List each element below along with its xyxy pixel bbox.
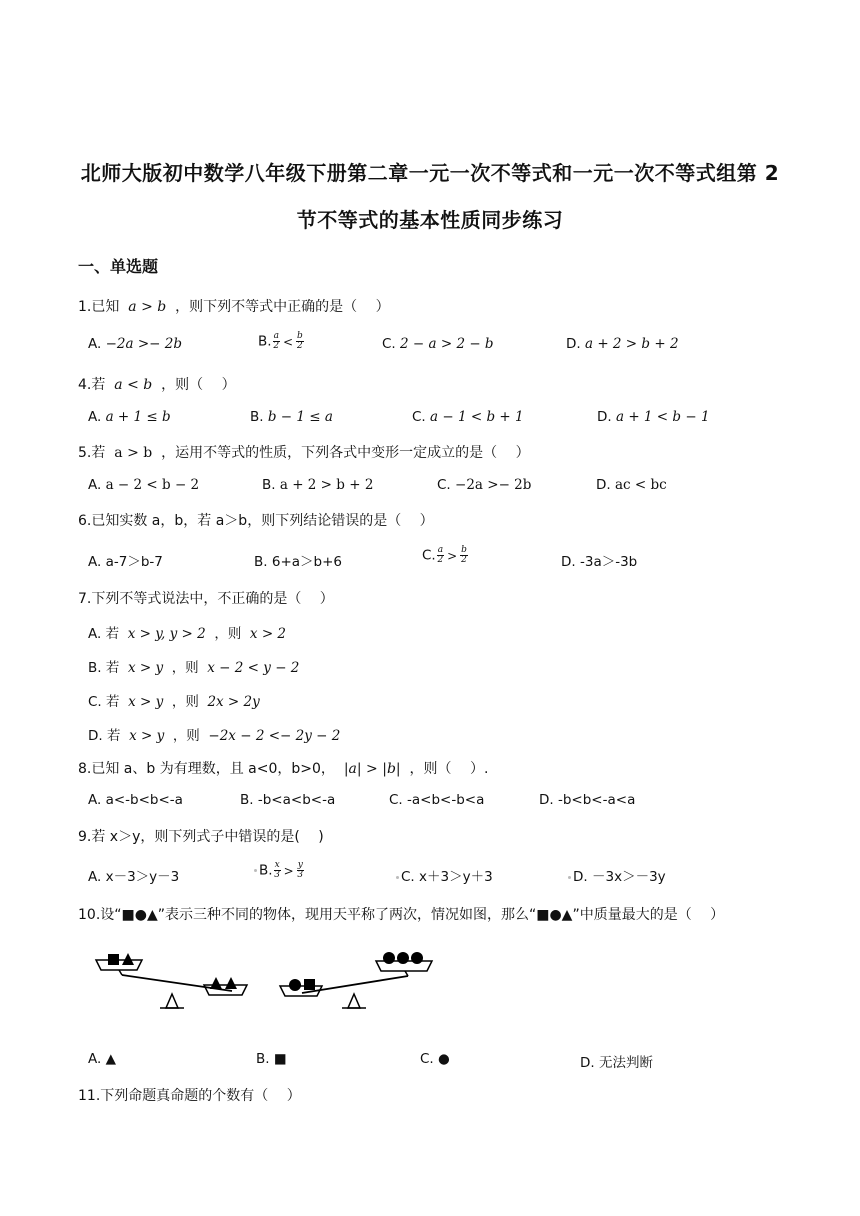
option-8b: B. -b<a<b<-a [240,792,336,808]
question-8: 8.已知 a、b 为有理数，且 a<0，b>0， |a| > |b| ，则（ ）. [78,761,489,777]
option-9b: B. $\frac{x}{3}$ > $\frac{y}{3}$ [254,861,305,880]
fulcrum [166,994,178,1008]
option-8a: A. a<-b<b<-a [88,792,183,808]
question-1 [78,296,390,316]
question-text: 1.已知 [78,299,120,315]
triangle-shape [210,977,222,989]
option-7d: D. 若 x > y ，则 −2x − 2 <− 2y − 2 [88,728,341,744]
triangle-shape [122,953,134,965]
option-6b: B. 6+a＞b+6 [254,554,343,570]
option-4c: C. a − 1 < b + 1 [412,409,524,425]
section-heading: 一、单选题 [78,257,159,276]
option-8c: C. -a<b<-b<a [389,792,485,808]
option-1c: C. 2 − a > 2 − b [382,336,494,352]
option-10d: D. 无法判断 [580,1055,653,1071]
option-10c: C. ● [420,1051,450,1067]
square-shape [304,979,315,990]
option-1a: A. −2a >− 2b [88,336,182,352]
question-math: a > b [128,299,167,315]
square-shape [108,954,119,965]
circle-shape [383,952,395,964]
fulcrum [348,994,360,1008]
option-6c: C. $\frac{a}{2}$ > $\frac{b}{2}$ [422,545,467,565]
bullet-dot [254,869,257,872]
option-10a: A. ▲ [88,1051,116,1067]
option-5d: D. ac < bc [596,477,667,493]
option-4d: D. a + 1 < b − 1 [597,409,710,425]
question-11: 11.下列命题真命题的个数有（ ） [78,1088,301,1104]
question-text: ，则下列不等式中正确的是（ ） [175,299,390,315]
question-4: 4.若 a < b ，则（ ） [78,377,236,393]
circle-shape [289,979,301,991]
option-9a: A. x－3＞y－3 [88,869,180,885]
option-1b: B. $\frac{a}{2}$ < $\frac{b}{2}$ [258,331,303,351]
option-9c: C. x＋3＞y＋3 [396,865,493,885]
balance-scales-figure [92,942,452,1014]
option-6d: D. -3a＞-3b [561,554,638,570]
option-4b: B. b − 1 ≤ a [250,409,333,425]
option-10b: B. ■ [256,1051,287,1067]
triangle-shape [225,977,237,989]
question-6: 6.已知实数 a，b，若 a＞b，则下列结论错误的是（ ） [78,513,434,529]
question-9: 9.若 x＞y，则下列式子中错误的是( ) [78,829,324,845]
left-balance [96,953,247,1008]
option-5a: A. a − 2 < b − 2 [88,477,200,493]
option-7b: B. 若 x > y ，则 x − 2 < y − 2 [88,660,300,676]
option-7a: A. 若 x > y, y > 2 ，则 x > 2 [88,626,287,642]
right-balance [280,952,432,1008]
option-8d: D. -b<b<-a<a [539,792,636,808]
option-9d: D. －3x＞－3y [568,865,666,885]
option-5b: B. a + 2 > b + 2 [262,477,374,493]
bullet-dot [396,876,399,879]
option-1d: D. a + 2 > b + 2 [566,336,679,352]
option-7c: C. 若 x > y ，则 2x > 2y [88,694,260,710]
option-6a: A. a-7＞b-7 [88,554,163,570]
title-line-2: 节不等式的基本性质同步练习 [296,208,564,232]
question-5: 5.若 a > b ，运用不等式的性质，下列各式中变形一定成立的是（ ） [78,445,530,461]
bullet-dot [568,876,571,879]
circle-shape [397,952,409,964]
option-5c: C. −2a >− 2b [437,477,532,493]
circle-shape [411,952,423,964]
title-line-1: 北师大版初中数学八年级下册第二章一元一次不等式和一元一次不等式组第 2 [80,161,780,185]
option-4a: A. a + 1 ≤ b [88,409,171,425]
question-10: 10.设“■●▲”表示三种不同的物体，现用天平称了两次，情况如图，那么“■●▲”中质量最大的是（ ） [78,907,725,923]
question-7: 7.下列不等式说法中，不正确的是（ ） [78,591,334,607]
